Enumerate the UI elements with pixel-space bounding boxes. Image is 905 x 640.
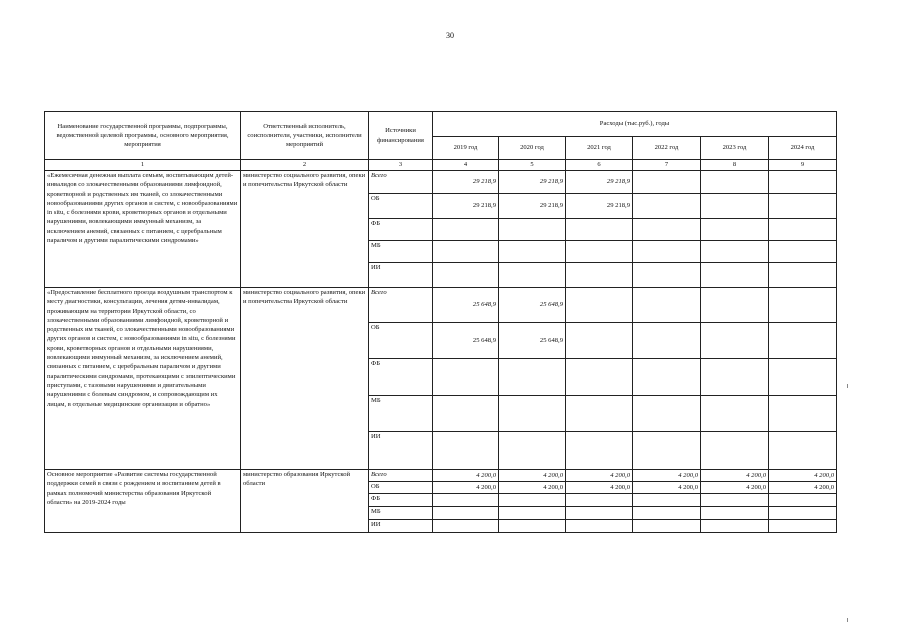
value-cell xyxy=(433,241,499,263)
value-cell xyxy=(566,396,633,432)
source-label: ИИ xyxy=(369,520,433,533)
value-cell xyxy=(769,494,837,507)
value-cell xyxy=(566,359,633,396)
source-label: ОБ xyxy=(369,323,433,359)
value-cell xyxy=(701,507,769,520)
value-cell xyxy=(499,359,566,396)
header-year: 2020 год xyxy=(499,137,566,160)
header-year: 2024 год xyxy=(769,137,837,160)
column-number: 5 xyxy=(499,160,566,171)
source-label: ФБ xyxy=(369,359,433,396)
value-cell xyxy=(769,432,837,470)
column-number: 7 xyxy=(633,160,701,171)
value-cell: 29 218,9 xyxy=(499,194,566,219)
value-cell xyxy=(769,323,837,359)
value-cell xyxy=(633,194,701,219)
column-number: 2 xyxy=(241,160,369,171)
program-name: Основное мероприятие «Развитие системы государственной поддержки семей в связи с рождением и воспитанием детей в рамках полномочий министерства образования Иркутской области» на 2019-2024 годы xyxy=(45,470,241,533)
value-cell xyxy=(499,507,566,520)
value-cell: 25 648,9 xyxy=(433,323,499,359)
value-cell: 4 200,0 xyxy=(433,470,499,482)
value-cell xyxy=(433,359,499,396)
value-cell: 4 200,0 xyxy=(499,482,566,494)
value-cell xyxy=(433,432,499,470)
program-name: «Предоставление бесплатного проезда воздушным транспортом к месту диагностики, консультации, лечения детям-инвалидам, проживающим на территории Иркутской области, со злокачественными образованиями лимфоидной, кроветворной и родственных им тканей, со злокачественными новообразованиями других органов и систем, с новообразованиями in situ, с болезнями крови, кроветворных органов и отдельными нарушениями, вовлекающими иммунный механизм, за исключением анемий, связанных с питанием, с церебральным параличом и другими паралитическими синдромами, протекающими с эпилептическими приступами, с тазовыми нарушениями и двигательными нарушениями с болевым синдромом, и сопровождающим их лицам, в отдельные медицинские организации и обратно» xyxy=(45,288,241,470)
source-label: ОБ xyxy=(369,482,433,494)
page-number: 30 xyxy=(446,31,454,40)
value-cell xyxy=(701,288,769,323)
value-cell xyxy=(769,219,837,241)
value-cell xyxy=(701,396,769,432)
value-cell xyxy=(499,241,566,263)
value-cell: 4 200,0 xyxy=(633,470,701,482)
value-cell xyxy=(499,494,566,507)
value-cell xyxy=(433,494,499,507)
table-row xyxy=(45,470,837,482)
column-number: 6 xyxy=(566,160,633,171)
value-cell xyxy=(701,323,769,359)
value-cell xyxy=(433,507,499,520)
value-cell xyxy=(633,288,701,323)
value-cell xyxy=(633,520,701,533)
budget-table xyxy=(44,111,837,533)
value-cell xyxy=(701,171,769,194)
value-cell xyxy=(566,507,633,520)
header-expenses: Расходы (тыс.руб.), годы xyxy=(433,112,837,137)
source-label: МБ xyxy=(369,396,433,432)
header-name: Наименование государственной программы, подпрограммы, ведомственной целевой программы, основного мероприятия, мероприятия xyxy=(45,112,241,160)
value-cell xyxy=(566,520,633,533)
value-cell xyxy=(566,241,633,263)
source-label: Всего xyxy=(369,470,433,482)
source-label: МБ xyxy=(369,241,433,263)
value-cell: 4 200,0 xyxy=(433,482,499,494)
value-cell xyxy=(769,263,837,288)
column-number: 4 xyxy=(433,160,499,171)
value-cell xyxy=(433,263,499,288)
source-label: МБ xyxy=(369,507,433,520)
value-cell xyxy=(633,507,701,520)
value-cell xyxy=(633,171,701,194)
value-cell: 4 200,0 xyxy=(566,482,633,494)
table-row xyxy=(45,171,837,194)
source-label: Всего xyxy=(369,171,433,194)
header-year: 2019 год xyxy=(433,137,499,160)
value-cell xyxy=(633,494,701,507)
value-cell xyxy=(633,396,701,432)
value-cell: 29 218,9 xyxy=(433,194,499,219)
header-year: 2023 год xyxy=(701,137,769,160)
value-cell xyxy=(433,396,499,432)
value-cell xyxy=(499,520,566,533)
value-cell: 4 200,0 xyxy=(499,470,566,482)
value-cell xyxy=(566,263,633,288)
value-cell: 29 218,9 xyxy=(566,171,633,194)
value-cell xyxy=(701,263,769,288)
value-cell xyxy=(633,219,701,241)
value-cell xyxy=(701,241,769,263)
margin-mark xyxy=(847,384,848,388)
value-cell xyxy=(566,323,633,359)
value-cell: 4 200,0 xyxy=(769,470,837,482)
value-cell xyxy=(701,494,769,507)
value-cell xyxy=(701,194,769,219)
source-label: Всего xyxy=(369,288,433,323)
value-cell: 29 218,9 xyxy=(433,171,499,194)
value-cell xyxy=(769,520,837,533)
value-cell xyxy=(566,219,633,241)
value-cell xyxy=(499,432,566,470)
value-cell xyxy=(769,507,837,520)
value-cell xyxy=(769,396,837,432)
column-number: 1 xyxy=(45,160,241,171)
value-cell xyxy=(769,194,837,219)
column-number: 9 xyxy=(769,160,837,171)
value-cell: 25 648,9 xyxy=(499,323,566,359)
value-cell xyxy=(701,432,769,470)
value-cell xyxy=(769,171,837,194)
value-cell xyxy=(701,219,769,241)
value-cell xyxy=(633,359,701,396)
value-cell xyxy=(566,432,633,470)
value-cell: 4 200,0 xyxy=(566,470,633,482)
value-cell xyxy=(701,520,769,533)
value-cell: 4 200,0 xyxy=(701,482,769,494)
value-cell xyxy=(433,219,499,241)
value-cell xyxy=(633,241,701,263)
value-cell xyxy=(566,494,633,507)
responsible-executor: министерство образования Иркутской области xyxy=(241,470,369,533)
value-cell: 25 648,9 xyxy=(433,288,499,323)
header-year: 2021 год xyxy=(566,137,633,160)
value-cell xyxy=(769,288,837,323)
value-cell: 4 200,0 xyxy=(633,482,701,494)
source-label: ОБ xyxy=(369,194,433,219)
value-cell xyxy=(633,432,701,470)
source-label: ФБ xyxy=(369,494,433,507)
value-cell: 4 200,0 xyxy=(701,470,769,482)
column-number: 8 xyxy=(701,160,769,171)
value-cell xyxy=(499,219,566,241)
value-cell xyxy=(769,241,837,263)
table-row xyxy=(45,288,837,323)
value-cell: 29 218,9 xyxy=(566,194,633,219)
value-cell: 4 200,0 xyxy=(769,482,837,494)
value-cell xyxy=(633,323,701,359)
value-cell xyxy=(769,359,837,396)
value-cell: 25 648,9 xyxy=(499,288,566,323)
program-name: «Ежемесячная денежная выплата семьям, воспитывающим детей-инвалидов со злокачественными образованиями лимфоидной, кроветворной и родственных им тканей, со злокачественными новообразованиями других органов и систем, с новообразованиями in situ, с болезнями крови, кроветворных органов и отдельными нарушениями, вовлекающими иммунный механизм, за исключением анемий, связанных с питанием, с церебральным параличом и другими паралитическими синдромами» xyxy=(45,171,241,288)
header-responsible: Ответственный исполнитель, соисполнители, участники, исполнители мероприятий xyxy=(241,112,369,160)
column-number: 3 xyxy=(369,160,433,171)
responsible-executor: министерство социального развития, опеки и попечительства Иркутской области xyxy=(241,171,369,288)
value-cell xyxy=(701,359,769,396)
value-cell xyxy=(499,396,566,432)
value-cell xyxy=(499,263,566,288)
value-cell xyxy=(633,263,701,288)
responsible-executor: министерство социального развития, опеки и попечительства Иркутской области xyxy=(241,288,369,470)
margin-mark xyxy=(847,618,848,622)
value-cell xyxy=(433,520,499,533)
value-cell xyxy=(566,288,633,323)
source-label: ИИ xyxy=(369,432,433,470)
header-year: 2022 год xyxy=(633,137,701,160)
source-label: ФБ xyxy=(369,219,433,241)
header-source: Источники финансирования xyxy=(369,112,433,160)
value-cell: 29 218,9 xyxy=(499,171,566,194)
source-label: ИИ xyxy=(369,263,433,288)
